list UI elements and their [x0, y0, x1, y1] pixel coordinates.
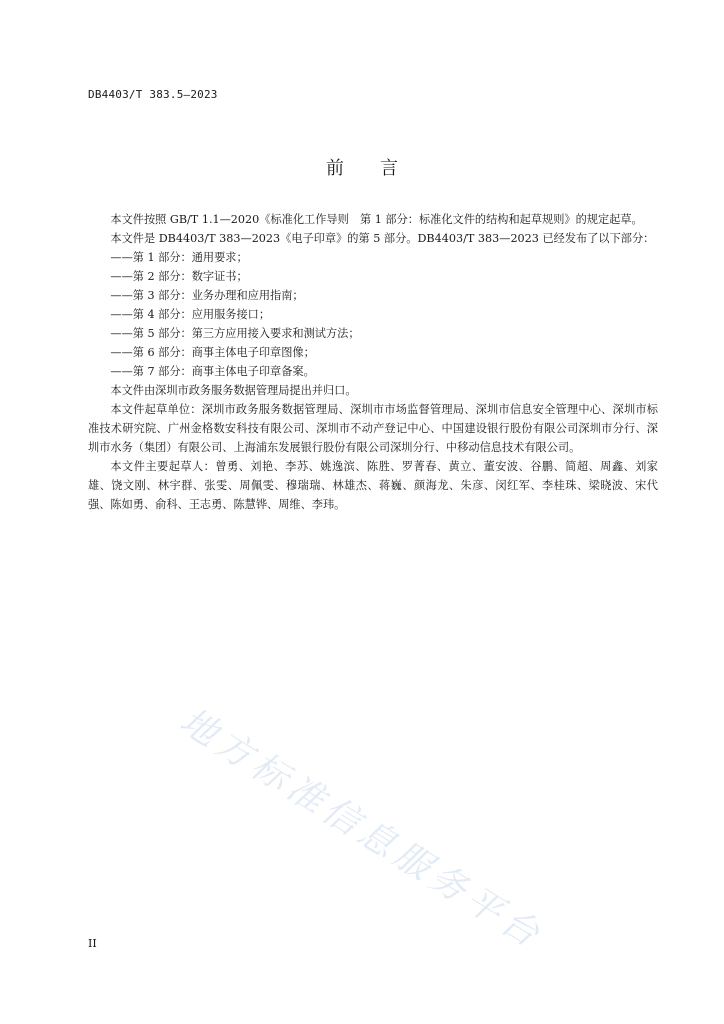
paragraph-drafting-basis: 本文件按照 GB/T 1.1—2020《标准化工作导则 第 1 部分：标准化文件的结构和起草规则》的规定起草。 — [110, 213, 643, 226]
parts-list — [88, 248, 658, 381]
list-item: ——第 3 部分：业务办理和应用指南； — [110, 289, 304, 302]
list-item: ——第 5 部分：第三方应用接入要求和测试方法； — [110, 327, 360, 340]
watermark: 地方标准信息服务平台 — [172, 700, 551, 959]
page-number: II — [88, 937, 97, 950]
page-title: 前言 — [326, 158, 434, 179]
paragraph-drafting-units: 本文件起草单位：深圳市政务服务数据管理局、深圳市市场监督管理局、深圳市信息安全管理中心、深圳市标准技术研究院、广州金格数安科技有限公司、深圳市不动产登记中心、中国建设银行股份有限公司深圳市分行、深圳市水务（集团）有限公司、上海浦东发展银行股份有限公司深圳分行、中移动信息技术有限公司。 — [88, 403, 658, 454]
list-item: ——第 6 部分：商事主体电子印章图像； — [110, 346, 315, 359]
paragraph-part-statement: 本文件是 DB4403/T 383—2023《电子印章》的第 5 部分。DB4403/T 383—2023 已经发布了以下部分： — [110, 232, 655, 245]
list-item: ——第 7 部分：商事主体电子印章备案。 — [110, 365, 315, 378]
paragraph-drafters: 本文件主要起草人：曾勇、刘艳、李苏、姚逸滨、陈胜、罗菁春、黄立、董安波、谷鹏、简超、周鑫、刘家雄、饶文刚、林宇群、张雯、周佩雯、穆瑞瑞、林雄杰、蒋巍、颜海龙、朱彦、闵红军、李桂珠、梁晓波、宋代强、陈如勇、俞科、王志勇、陈慧铧、周维、李玮。 — [88, 460, 658, 511]
foreword-body — [88, 210, 658, 514]
list-item: ——第 4 部分：应用服务接口； — [110, 308, 271, 321]
paragraph-proposer: 本文件由深圳市政务服务数据管理局提出并归口。 — [110, 384, 357, 397]
document-code: DB4403/T 383.5—2023 — [88, 88, 218, 101]
list-item: ——第 1 部分：通用要求； — [110, 251, 248, 264]
list-item: ——第 2 部分：数字证书； — [110, 270, 248, 283]
